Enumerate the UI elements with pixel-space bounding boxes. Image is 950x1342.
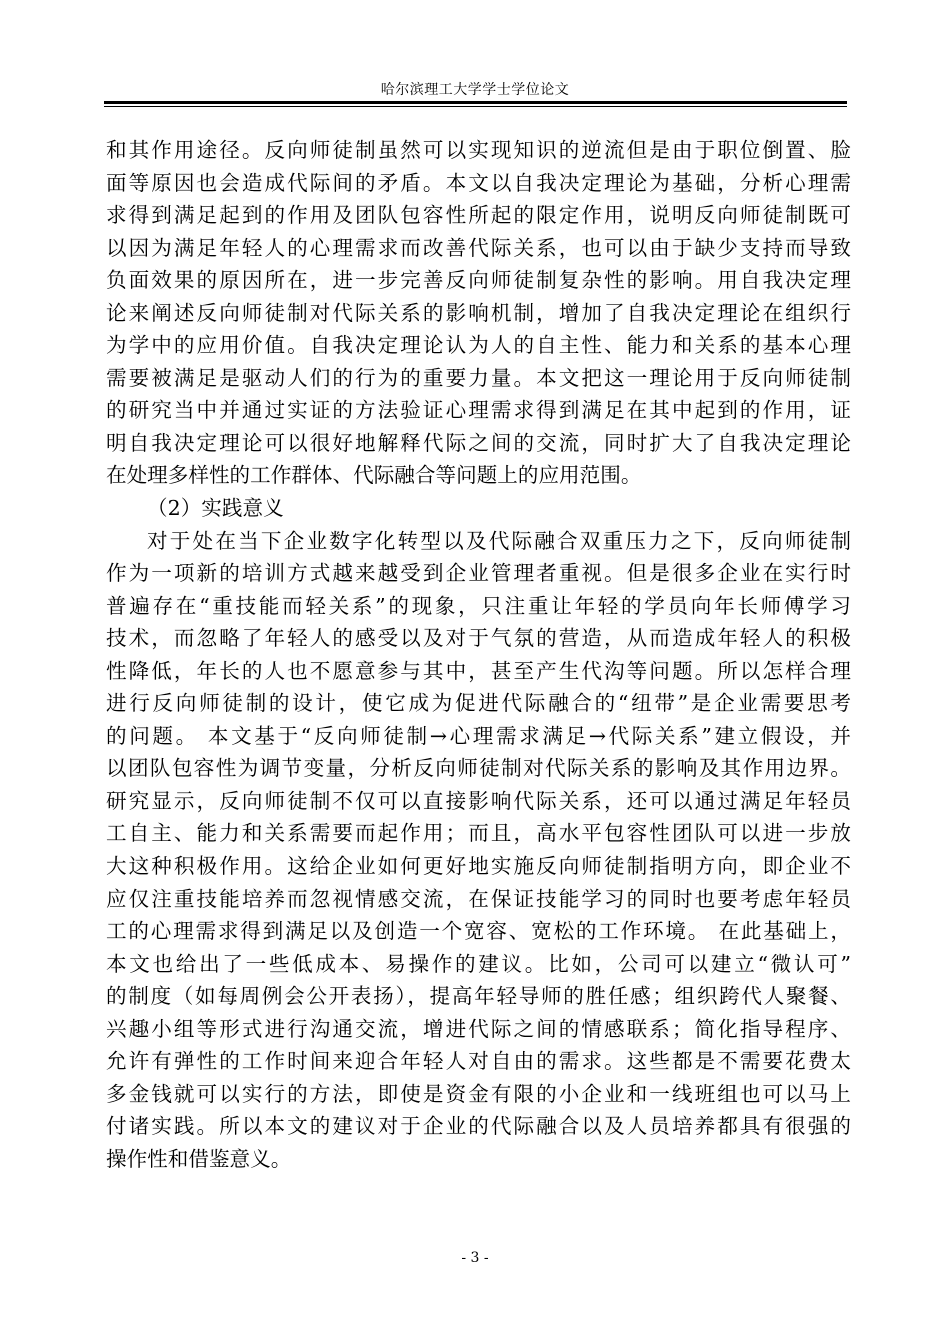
text-line: 允许有弹性的工作时间来迎合年轻人对自由的需求。这些都是不需要花费太 [106, 1049, 851, 1074]
page-number: - 3 - [461, 1250, 489, 1266]
text-line: 论来阐述反向师徒制对代际关系的影响机制，增加了自我决定理论在组织行 [106, 300, 851, 325]
text-line: 性降低，年长的人也不愿意参与其中，甚至产生代沟等问题。所以怎样合理 [106, 658, 851, 683]
text-line: 对于处在当下企业数字化转型以及代际融合双重压力之下，反向师徒制 [147, 528, 851, 553]
text-line: 研究显示，反向师徒制不仅可以直接影响代际关系，还可以通过满足年轻员 [106, 788, 851, 813]
body-text [106, 134, 851, 1176]
text-line: 明自我决定理论可以很好地解释代际之间的交流，同时扩大了自我决定理论 [106, 430, 851, 455]
text-line: 进行反向师徒制的设计，使它成为促进代际融合的“纽带”是企业需要思考 [106, 691, 851, 716]
text-line: 的研究当中并通过实证的方法验证心理需求得到满足在其中起到的作用，证 [106, 398, 851, 423]
text-line: 的问题。 本文基于“反向师徒制→心理需求满足→代际关系”建立假设，并 [106, 723, 851, 748]
text-line: 以团队包容性为调节变量，分析反向师徒制对代际关系的影响及其作用边界。 [106, 756, 851, 781]
text-line: 多金钱就可以实行的方法，即使是资金有限的小企业和一线班组也可以马上 [106, 1081, 851, 1106]
text-line: 为学中的应用价值。自我决定理论认为人的自主性、能力和关系的基本心理 [106, 333, 851, 358]
text-line: 作为一项新的培训方式越来越受到企业管理者重视。但是很多企业在实行时 [106, 561, 851, 586]
text-line: 负面效果的原因所在，进一步完善反向师徒制复杂性的影响。用自我决定理 [106, 268, 851, 293]
text-line: 以因为满足年轻人的心理需求而改善代际关系，也可以由于缺少支持而导致 [106, 235, 851, 260]
text-line: 工的心理需求得到满足以及创造一个宽容、宽松的工作环境。 在此基础上， [106, 919, 851, 944]
section-heading: （2）实践意义 [147, 496, 284, 521]
text-line: 操作性和借鉴意义。 [106, 1146, 292, 1171]
text-line: 需要被满足是驱动人们的行为的重要力量。本文把这一理论用于反向师徒制 [106, 365, 851, 390]
text-line: 在处理多样性的工作群体、代际融合等问题上的应用范围。 [106, 463, 642, 488]
text-line: 大这种积极作用。这给企业如何更好地实施反向师徒制指明方向，即企业不 [106, 854, 851, 879]
text-line: 面等原因也会造成代际间的矛盾。本文以自我决定理论为基础，分析心理需 [106, 170, 851, 195]
text-line: 普遍存在“重技能而轻关系”的现象，只注重让年轻的学员向年长师傅学习 [106, 593, 851, 618]
text-line: 技术，而忽略了年轻人的感受以及对于气氛的营造，从而造成年轻人的积极 [106, 626, 851, 651]
text-line: 工自主、能力和关系需要而起作用；而且，高水平包容性团队可以进一步放 [106, 821, 851, 846]
header-rule-thick [104, 101, 847, 104]
header-rule-thin [104, 106, 847, 107]
text-line: 求得到满足起到的作用及团队包容性所起的限定作用，说明反向师徒制既可 [106, 203, 851, 228]
running-header-title: 哈尔滨理工大学学士学位论文 [380, 82, 570, 98]
text-line: 付诸实践。所以本文的建议对于企业的代际融合以及人员培养都具有很强的 [106, 1114, 851, 1139]
text-line: 应仅注重技能培养而忽视情感交流，在保证技能学习的同时也要考虑年轻员 [106, 886, 851, 911]
text-line: 兴趣小组等形式进行沟通交流，增进代际之间的情感联系；简化指导程序、 [106, 1016, 851, 1041]
text-line: 和其作用途径。反向师徒制虽然可以实现知识的逆流但是由于职位倒置、脸 [106, 138, 851, 162]
text-line: 的制度（如每周例会公开表扬），提高年轻导师的胜任感；组织跨代人聚餐、 [106, 984, 851, 1009]
text-line: 本文也给出了一些低成本、易操作的建议。比如，公司可以建立“微认可” [106, 951, 851, 976]
